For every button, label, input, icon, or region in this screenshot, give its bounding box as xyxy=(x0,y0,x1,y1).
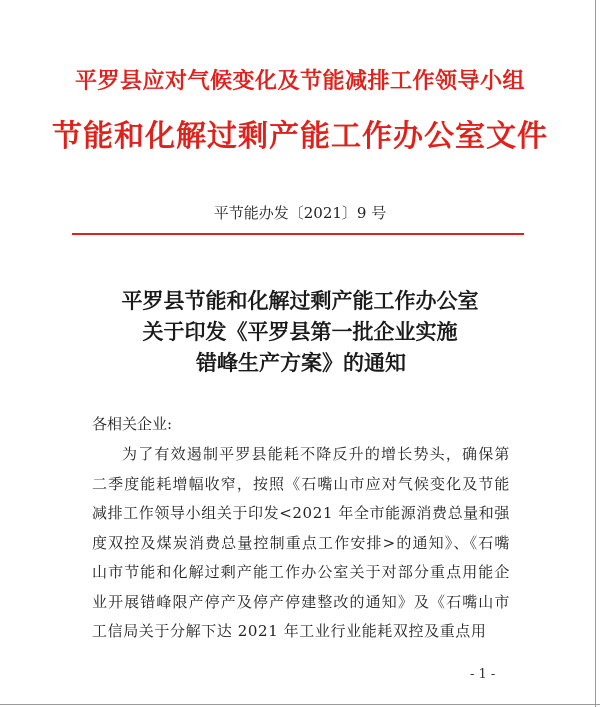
issuing-authority-line-1: 平罗县应对气候变化及节能减排工作领导小组 xyxy=(74,68,525,94)
notice-title xyxy=(0,285,600,378)
red-separator-rule xyxy=(72,233,524,235)
salutation: 各相关企业: xyxy=(92,415,173,433)
page-number: - 1 - xyxy=(470,667,496,682)
document-number: 平节能办发〔2021〕9 号 xyxy=(213,204,387,222)
body-paragraph: 为了有效遏制平罗县能耗不降反升的增长势头，确保第二季度能耗增幅收窄，按照《石嘴山市应对气候变化及节能减排工作领导小组关于印发<2021 年全市能源消费总量和强度双控及煤炭消费总量控制重点工作安排>的通知》、《石嘴山市节能和化解过剩产能工作办公室关于对部分重点用能企业开展错峰限产停产及停产停建整改的通知》及《石嘴山市工信局关于分解下达 2021 年工业行业能耗双控及重点用 xyxy=(92,445,510,640)
issuing-authority-line-2: 节能和化解过剩产能工作办公室文件 xyxy=(52,119,548,154)
title-line-2: 关于印发《平罗县第一批企业实施 xyxy=(142,319,458,344)
title-line-1: 平罗县节能和化解过剩产能工作办公室 xyxy=(121,288,479,313)
title-line-3: 错峰生产方案》的通知 xyxy=(196,350,406,375)
page-border-bottom xyxy=(0,704,600,705)
